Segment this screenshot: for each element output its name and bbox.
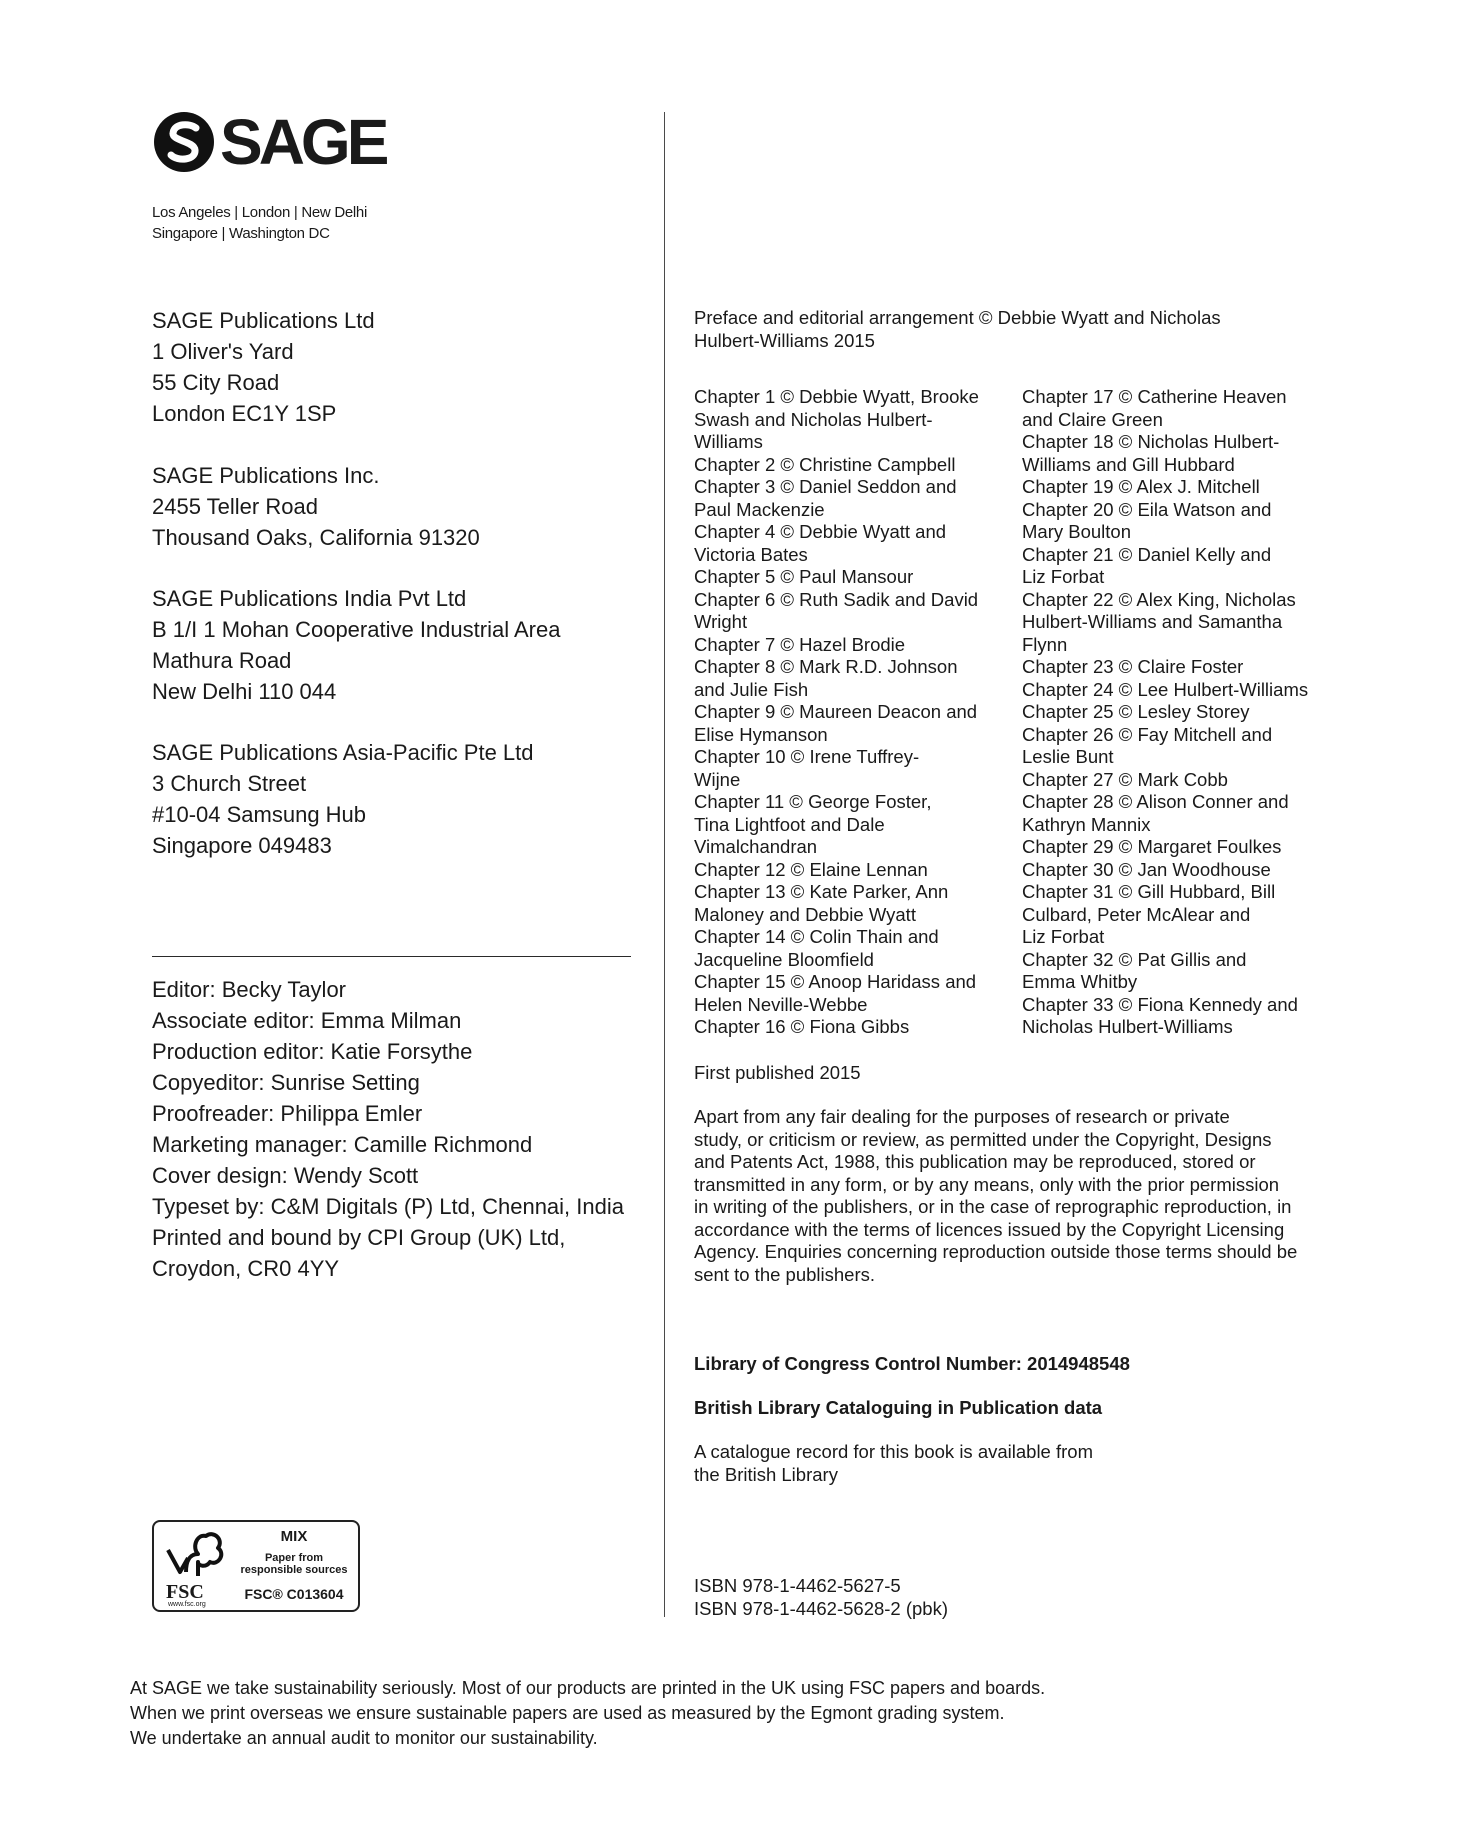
chapter-credit-line: Chapter 21 © Daniel Kelly and <box>1022 543 1272 565</box>
chapter-credit-line: Chapter 19 © Alex J. Mitchell <box>1022 476 1260 497</box>
address-line: 2455 Teller Road <box>152 494 318 519</box>
copyright-notice <box>694 1106 1334 1286</box>
address-line: 55 City Road <box>152 370 280 395</box>
chapter-credits <box>694 386 1354 1036</box>
credit-line: Proofreader: Philippa Emler <box>152 1101 423 1126</box>
isbn-line: ISBN 978-1-4462-5628-2 (pbk) <box>694 1597 949 1619</box>
chapter-credit-line: Chapter 27 © Mark Cobb <box>1022 768 1228 790</box>
chapter-credit-line: Mary Boulton <box>1022 521 1131 542</box>
footer-line: We undertake an annual audit to monitor our sustainability. <box>130 1728 598 1748</box>
address-india <box>152 583 560 707</box>
sustainability-statement <box>130 1676 1045 1751</box>
bl-line: the British Library <box>694 1463 838 1485</box>
chapter-credit-line: Chapter 20 © Eila Watson and <box>1022 498 1272 520</box>
chapter-credit-line: Kathryn Mannix <box>1022 813 1151 835</box>
chapter-credit-line: Chapter 26 © Fay Mitchell and <box>1022 723 1273 745</box>
chapter-credit-line: Chapter 8 © Mark R.D. Johnson <box>694 656 958 677</box>
address-line: SAGE Publications India Pvt Ltd <box>152 586 467 611</box>
chapter-credit-line: Chapter 14 © Colin Thain and <box>694 926 939 947</box>
credit-line: Printed and bound by CPI Group (UK) Ltd, <box>152 1225 566 1250</box>
chapter-credit-line: Chapter 5 © Paul Mansour <box>694 566 914 587</box>
cities-line: Singapore | Washington DC <box>152 225 330 242</box>
address-us <box>152 460 480 553</box>
preface-line: Preface and editorial arrangement © Debbie Wyatt and Nicholas <box>694 307 1221 328</box>
fsc-brand: FSC <box>166 1581 204 1603</box>
cities-line: Los Angeles | London | New Delhi <box>152 204 368 221</box>
chapter-credit-line: Chapter 25 © Lesley Storey <box>1022 701 1250 722</box>
credit-line: Cover design: Wendy Scott <box>152 1163 419 1188</box>
chapter-credit-line: Chapter 4 © Debbie Wyatt and <box>694 521 947 542</box>
chapter-credit-line: Wright <box>694 611 748 632</box>
bl-cataloguing-heading: British Library Cataloguing in Publication data <box>694 1397 1103 1418</box>
chapter-credit-line: Williams and Gill Hubbard <box>1022 453 1235 475</box>
chapter-credit-line: and Julie Fish <box>694 678 809 700</box>
chapter-credit-line: Chapter 17 © Catherine Heaven <box>1022 386 1287 407</box>
chapter-credit-line: Vimalchandran <box>694 836 818 857</box>
chapter-credit-line: Chapter 16 © Fiona Gibbs <box>694 1016 910 1037</box>
credit-line: Croydon, CR0 4YY <box>152 1256 340 1281</box>
chapter-credit-line: Jacqueline Bloomfield <box>694 948 874 970</box>
address-line: New Delhi 110 044 <box>152 679 337 704</box>
address-singapore <box>152 737 534 861</box>
chapter-credit-line: Chapter 31 © Gill Hubbard, Bill <box>1022 881 1276 902</box>
preface-copyright <box>694 307 1334 352</box>
chapter-credit-line: Liz Forbat <box>1022 926 1105 947</box>
chapter-credit-line: Nicholas Hulbert-Williams <box>1022 1016 1233 1037</box>
chapter-credit-line: Hulbert-Williams and Samantha <box>1022 611 1283 632</box>
fsc-url: www.fsc.org <box>168 1601 206 1608</box>
chapter-credit-line: Chapter 29 © Margaret Foulkes <box>1022 836 1282 857</box>
notice-line: Apart from any fair dealing for the purposes of research or private <box>694 1106 1230 1127</box>
chapter-credit-line: Helen Neville-Webbe <box>694 993 868 1015</box>
credit-line: Copyeditor: Sunrise Setting <box>152 1070 420 1095</box>
chapter-credit-line: and Claire Green <box>1022 408 1163 430</box>
logo-wordmark: SAGE <box>220 106 386 178</box>
chapter-credit-line: Swash and Nicholas Hulbert- <box>694 408 933 430</box>
preface-line: Hulbert-Williams 2015 <box>694 329 875 351</box>
chapter-credit-line: Chapter 22 © Alex King, Nicholas <box>1022 588 1296 610</box>
chapter-credit-line: Elise Hymanson <box>694 723 828 745</box>
chapter-credits-right <box>1022 386 1308 1039</box>
horizontal-divider <box>152 956 631 957</box>
credit-line: Associate editor: Emma Milman <box>152 1008 462 1033</box>
address-uk <box>152 305 375 429</box>
chapter-credit-line: Chapter 15 © Anoop Haridass and <box>694 971 977 992</box>
chapter-credit-line: Chapter 33 © Fiona Kennedy and <box>1022 993 1298 1015</box>
chapter-credit-line: Tina Lightfoot and Dale <box>694 813 885 835</box>
chapter-credit-line: Chapter 6 © Ruth Sadik and David <box>694 588 979 610</box>
isbn-block <box>694 1575 948 1620</box>
footer-line: When we print overseas we ensure sustainable papers are used as measured by the Egmont grading system. <box>130 1703 1005 1723</box>
fsc-paper-line: Paper from <box>264 1552 324 1564</box>
chapter-credit-line: Wijne <box>694 768 741 790</box>
credit-line: Marketing manager: Camille Richmond <box>152 1132 533 1157</box>
vertical-divider <box>664 112 665 1617</box>
fsc-code: FSC® C013604 <box>244 1586 344 1602</box>
credit-line: Editor: Becky Taylor <box>152 977 347 1002</box>
chapter-credits-left <box>694 386 979 1039</box>
fsc-paper-text <box>234 1552 354 1576</box>
credit-line: Typeset by: C&M Digitals (P) Ltd, Chennai, India <box>152 1194 624 1219</box>
chapter-credit-line: Chapter 28 © Alison Conner and <box>1022 791 1289 812</box>
address-line: B 1/I 1 Mohan Cooperative Industrial Area <box>152 617 561 642</box>
chapter-credit-line: Victoria Bates <box>694 543 808 565</box>
chapter-credit-line: Chapter 11 © George Foster, <box>694 791 932 812</box>
notice-line: Agency. Enquiries concerning reproduction outside those terms should be <box>694 1241 1298 1262</box>
fsc-mix-label <box>152 1520 360 1612</box>
notice-line: transmitted in any form, or by any means, only with the prior permission <box>694 1173 1280 1195</box>
fsc-paper-line: responsible sources <box>240 1564 348 1576</box>
chapter-credit-line: Culbard, Peter McAlear and <box>1022 903 1251 925</box>
chapter-credit-line: Flynn <box>1022 633 1068 655</box>
address-line: Singapore 049483 <box>152 833 332 858</box>
chapter-credit-line: Chapter 18 © Nicholas Hulbert- <box>1022 431 1280 452</box>
fsc-mix: MIX <box>280 1528 308 1545</box>
address-line: Thousand Oaks, California 91320 <box>152 525 480 550</box>
address-line: 1 Oliver's Yard <box>152 339 294 364</box>
chapter-credit-line: Chapter 13 © Kate Parker, Ann <box>694 881 949 902</box>
chapter-credit-line: Leslie Bunt <box>1022 746 1114 767</box>
chapter-credit-line: Paul Mackenzie <box>694 498 825 520</box>
chapter-credit-line: Chapter 2 © Christine Campbell <box>694 453 956 475</box>
chapter-credit-line: Chapter 30 © Jan Woodhouse <box>1022 858 1271 880</box>
notice-line: in writing of the publishers, or in the case of reprographic reproduction, in <box>694 1196 1292 1217</box>
chapter-credit-line: Chapter 24 © Lee Hulbert-Williams <box>1022 678 1309 700</box>
production-credits <box>152 974 624 1284</box>
first-published: First published 2015 <box>694 1062 861 1083</box>
chapter-credit-line: Chapter 1 © Debbie Wyatt, Brooke <box>694 386 979 407</box>
address-line: SAGE Publications Ltd <box>152 308 375 333</box>
notice-line: accordance with the terms of licences issued by the Copyright Licensing <box>694 1218 1285 1240</box>
sage-s-icon <box>152 110 216 174</box>
chapter-credit-line: Chapter 12 © Elaine Lennan <box>694 858 928 880</box>
address-line: #10-04 Samsung Hub <box>152 802 367 827</box>
publisher-cities <box>152 202 367 244</box>
bl-line: A catalogue record for this book is available from <box>694 1441 1093 1462</box>
notice-line: and Patents Act, 1988, this publication may be reproduced, stored or <box>694 1151 1256 1172</box>
chapter-credit-line: Chapter 3 © Daniel Seddon and <box>694 476 957 497</box>
chapter-credit-line: Chapter 9 © Maureen Deacon and <box>694 701 978 722</box>
chapter-credit-line: Chapter 7 © Hazel Brodie <box>694 633 906 655</box>
address-line: SAGE Publications Asia-Pacific Pte Ltd <box>152 740 534 765</box>
chapter-credit-line: Williams <box>694 431 763 452</box>
chapter-credit-line: Liz Forbat <box>1022 566 1105 587</box>
credit-line: Production editor: Katie Forsythe <box>152 1039 473 1064</box>
chapter-credit-line: Chapter 23 © Claire Foster <box>1022 656 1244 677</box>
address-line: London EC1Y 1SP <box>152 401 337 426</box>
notice-line: study, or criticism or review, as permitted under the Copyright, Designs <box>694 1128 1272 1150</box>
chapter-credit-line: Emma Whitby <box>1022 971 1138 992</box>
chapter-credit-line: Chapter 10 © Irene Tuffrey- <box>694 746 920 767</box>
isbn-line: ISBN 978-1-4462-5627-5 <box>694 1575 901 1596</box>
footer-line: At SAGE we take sustainability seriously. Most of our products are printed in the UK using FSC papers and boards. <box>130 1678 1046 1698</box>
bl-catalogue-record <box>694 1441 1093 1486</box>
publisher-logo <box>152 106 386 178</box>
address-line: 3 Church Street <box>152 771 307 796</box>
address-line: SAGE Publications Inc. <box>152 463 380 488</box>
notice-line: sent to the publishers. <box>694 1263 875 1285</box>
chapter-credit-line: Chapter 32 © Pat Gillis and <box>1022 948 1247 970</box>
chapter-credit-line: Maloney and Debbie Wyatt <box>694 903 916 925</box>
loc-control-number: Library of Congress Control Number: 2014948548 <box>694 1353 1130 1374</box>
address-line: Mathura Road <box>152 648 292 673</box>
